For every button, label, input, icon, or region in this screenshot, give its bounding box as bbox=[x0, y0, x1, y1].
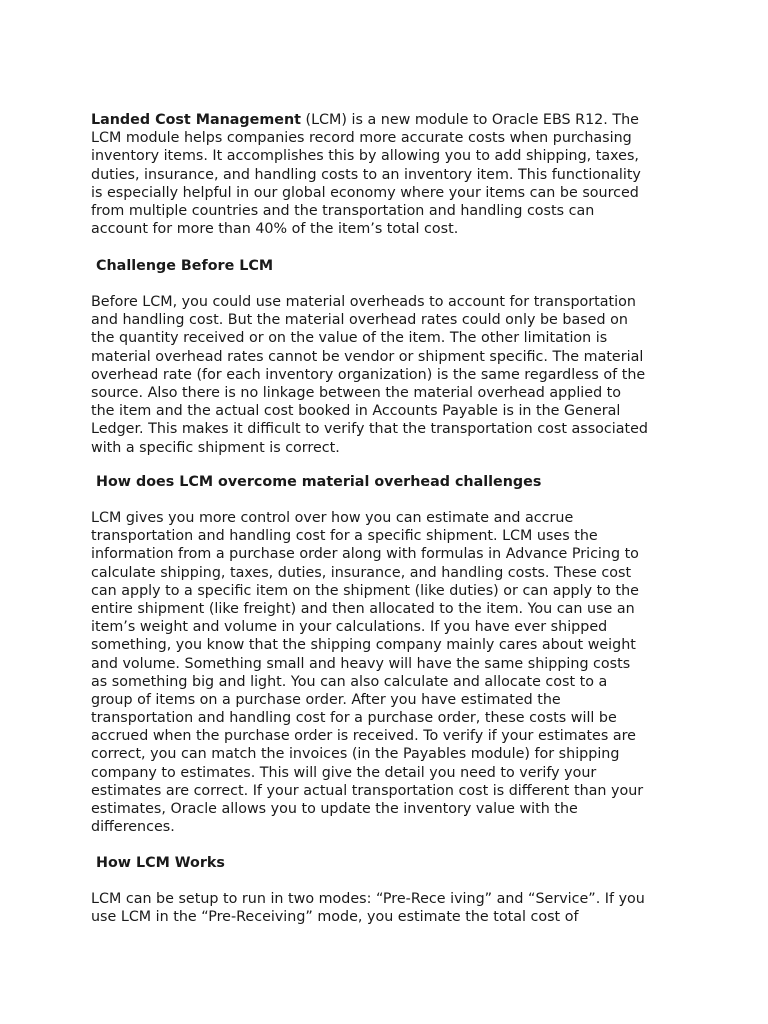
challenge-line: Before LCM, you could use material overheads to account for transportation bbox=[91, 294, 636, 310]
challenge-line: material overhead rates cannot be vendor or shipment specific. The material bbox=[91, 348, 644, 365]
challenge-paragraph bbox=[91, 293, 648, 457]
overcome-line: something, you know that the shipping company mainly cares about weight bbox=[91, 637, 636, 654]
overcome-line: and volume. Something small and heavy will have the same shipping costs bbox=[91, 655, 631, 672]
overcome-line: estimates, Oracle allows you to update the inventory value with the bbox=[91, 801, 578, 817]
overcome-line: differences. bbox=[91, 819, 175, 836]
overcome-line: company to estimates. This will give the detail you need to verify your bbox=[91, 764, 597, 781]
intro-line: is especially helpful in our global economy where your items can be sourced bbox=[91, 184, 639, 201]
intro-line: inventory items. It accomplishes this by allowing you to add shipping, taxes, bbox=[91, 148, 639, 165]
challenge-line: source. Also there is no linkage between the material overhead applied to bbox=[91, 384, 622, 401]
section-heading-how-works: How LCM Works bbox=[96, 855, 225, 871]
challenge-line: the quantity received or on the value of the item. The other limitation is bbox=[91, 330, 608, 347]
overcome-line: transportation and handling cost for a purchase order, these costs will be bbox=[91, 710, 617, 727]
challenge-line: overhead rate (for each inventory organization) is the same regardless of the bbox=[91, 366, 646, 383]
overcome-line: information from a purchase order along with formulas in Advance Pricing to bbox=[91, 546, 639, 563]
overcome-line: as something big and light. You can also calculate and allocate cost to a bbox=[91, 673, 608, 690]
challenge-line: the item and the actual cost booked in Accounts Payable is in the General bbox=[91, 403, 621, 420]
intro-line: account for more than 40% of the item’s total cost. bbox=[91, 221, 459, 238]
overcome-line: LCM gives you more control over how you can estimate and accrue bbox=[91, 510, 574, 526]
how-works-line: LCM can be setup to run in two modes: “Pre-Rece iving” and “Service”. If you bbox=[91, 891, 645, 907]
section-heading-challenge: Challenge Before LCM bbox=[96, 258, 274, 274]
intro-line-text: (LCM) is a new module to Oracle EBS R12. The bbox=[300, 112, 639, 128]
challenge-line: with a specific shipment is correct. bbox=[91, 439, 340, 456]
challenge-line: Ledger. This makes it difficult to verify that the transportation cost associated bbox=[91, 421, 648, 438]
overcome-line: calculate shipping, taxes, duties, insurance, and handling costs. These cost bbox=[91, 564, 632, 581]
overcome-line: estimates are correct. If your actual transportation cost is different than your bbox=[91, 782, 644, 799]
overcome-line: accrued when the purchase order is received. To verify if your estimates are bbox=[91, 728, 636, 745]
challenge-line: and handling cost. But the material overhead rates could only be based on bbox=[91, 312, 628, 329]
how-works-paragraph bbox=[91, 890, 645, 926]
overcome-line: can apply to a specific item on the shipment (like duties) or can apply to the bbox=[91, 582, 639, 599]
overcome-line: item’s weight and volume in your calculations. If you have ever shipped bbox=[91, 619, 608, 636]
how-works-line: use LCM in the “Pre-Receiving” mode, you estimate the total cost of bbox=[91, 909, 579, 926]
intro-line bbox=[91, 111, 641, 129]
intro-paragraph bbox=[91, 111, 641, 238]
overcome-paragraph bbox=[91, 509, 643, 836]
intro-term: Landed Cost Management bbox=[91, 112, 301, 128]
intro-line: duties, insurance, and handling costs to an inventory item. This functionality bbox=[91, 166, 641, 183]
section-heading-overcome: How does LCM overcome material overhead challenges bbox=[96, 474, 542, 490]
overcome-line: transportation and handling cost for a specific shipment. LCM uses the bbox=[91, 528, 598, 545]
intro-line: LCM module helps companies record more accurate costs when purchasing bbox=[91, 130, 632, 147]
intro-line: from multiple countries and the transportation and handling costs can bbox=[91, 202, 595, 219]
overcome-line: correct, you can match the invoices (in the Payables module) for shipping bbox=[91, 746, 620, 763]
overcome-line: entire shipment (like freight) and then allocated to the item. You can use an bbox=[91, 600, 635, 617]
overcome-line: group of items on a purchase order. After you have estimated the bbox=[91, 691, 561, 708]
